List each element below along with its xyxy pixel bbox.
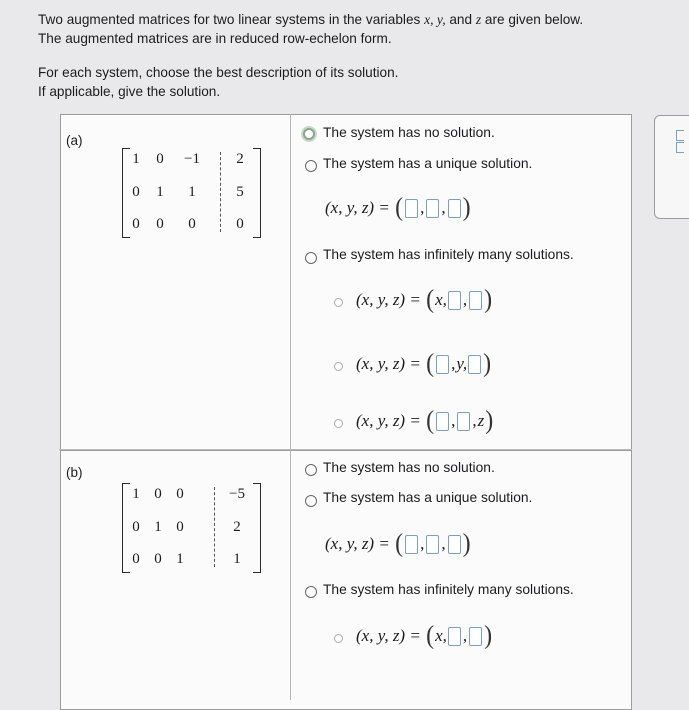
input-box[interactable] [469,291,482,310]
matrix-cell: 0 [176,519,184,535]
matrix-cell: 0 [154,486,162,502]
augment-line [214,487,215,567]
equation-a-unique: (x, y, z) = ( , , ) [325,193,471,223]
matrix-cell: −1 [184,151,200,167]
matrix-cell: 5 [236,184,244,200]
eq-lhs: (x, y, z) = [356,290,421,309]
radio-a-infinite[interactable] [305,252,317,264]
intro-line-1 [38,10,583,29]
input-box[interactable] [436,412,449,431]
augment-line [220,152,221,232]
matrix-cell: 1 [154,519,162,535]
eq-var-x: x, [435,626,447,645]
matrix-cell: 0 [156,216,164,232]
eq-lhs: (x, y, z) = [356,354,421,373]
matrix-cell: 1 [132,486,140,502]
matrix-cell: 1 [176,551,184,567]
matrix-cell: 0 [188,216,196,232]
part-b-label: (b) [66,465,83,480]
eq-var-z: z [477,411,485,430]
input-box[interactable] [448,627,461,646]
bracket-icon[interactable] [676,130,684,141]
input-box[interactable] [468,355,481,374]
input-box[interactable] [448,291,461,310]
intro-text: are given below. [481,12,584,27]
part-divider [59,449,632,450]
matrix-cell: 0 [132,184,140,200]
radio-b-unique[interactable] [305,495,317,507]
option-b-unique[interactable]: The system has a unique solution. [323,490,533,505]
right-bracket [253,483,261,573]
input-box[interactable] [448,535,461,554]
intro-text: Two augmented matrices for two linear systems in the variables [38,12,425,27]
radio-a-param-y[interactable] [334,362,343,371]
option-a-infinite[interactable]: The system has infinitely many solutions. [323,247,574,262]
intro-line-3: For each system, choose the best description of its solution. [38,65,399,80]
column-divider [290,114,291,700]
eq-var-y: y, [456,354,468,373]
intro-line-4: If applicable, give the solution. [38,84,221,99]
radio-a-no-solution[interactable] [303,128,315,140]
matrix-cell: −5 [229,486,245,502]
option-a-unique[interactable]: The system has a unique solution. [323,156,533,171]
input-box[interactable] [426,535,439,554]
intro-text: and [445,12,476,27]
radio-a-param-z[interactable] [334,419,343,428]
matrix-cell: 2 [233,519,241,535]
equation-a-param-y: (x, y, z) = ( , y, ) [356,349,492,379]
input-box[interactable] [457,412,470,431]
matrix-cell: 0 [176,486,184,502]
intro-line-2: The augmented matrices are in reduced row-echelon form. [38,31,392,46]
equation-a-param-x: (x, y, z) = ( x, , ) [356,285,493,315]
matrix-cell: 1 [188,184,196,200]
eq-lhs: (x, y, z) = [325,198,390,217]
matrix-cell: 0 [236,216,244,232]
side-tool-panel[interactable] [654,115,689,219]
equation-b-param-x: (x, y, z) = ( x, , ) [356,621,493,651]
matrix-cell: 0 [132,551,140,567]
matrix-cell: 0 [154,551,162,567]
option-b-infinite[interactable]: The system has infinitely many solutions. [323,582,574,597]
intro-vars: x, y, [424,12,446,27]
matrix-cell: 0 [132,216,140,232]
matrix-cell: 1 [156,184,164,200]
radio-a-param-x[interactable] [334,298,343,307]
matrix-cell: 1 [233,551,241,567]
option-a-no-solution[interactable]: The system has no solution. [323,125,495,140]
radio-b-param-x[interactable] [334,634,343,643]
input-box[interactable] [405,535,418,554]
matrix-cell: 0 [156,151,164,167]
radio-b-infinite[interactable] [305,586,317,598]
option-b-no-solution[interactable]: The system has no solution. [323,460,495,475]
input-box[interactable] [469,627,482,646]
input-box[interactable] [426,199,439,218]
input-box[interactable] [405,199,418,218]
equation-b-unique: (x, y, z) = ( , , ) [325,529,471,559]
input-box[interactable] [448,199,461,218]
part-a-label: (a) [66,133,83,148]
radio-a-unique[interactable] [305,160,317,172]
radio-b-no-solution[interactable] [305,464,317,476]
eq-lhs: (x, y, z) = [356,626,421,645]
matrix-cell: 2 [236,151,244,167]
matrix-cell: 0 [132,519,140,535]
input-box[interactable] [436,355,449,374]
eq-lhs: (x, y, z) = [325,534,390,553]
eq-var-x: x, [435,290,447,309]
intro-var-z: z [475,12,482,27]
bracket-icon[interactable] [676,142,684,153]
right-bracket [253,148,261,238]
eq-lhs: (x, y, z) = [356,411,421,430]
matrix-cell: 1 [132,151,140,167]
equation-a-param-z: (x, y, z) = ( , , z ) [356,406,494,436]
